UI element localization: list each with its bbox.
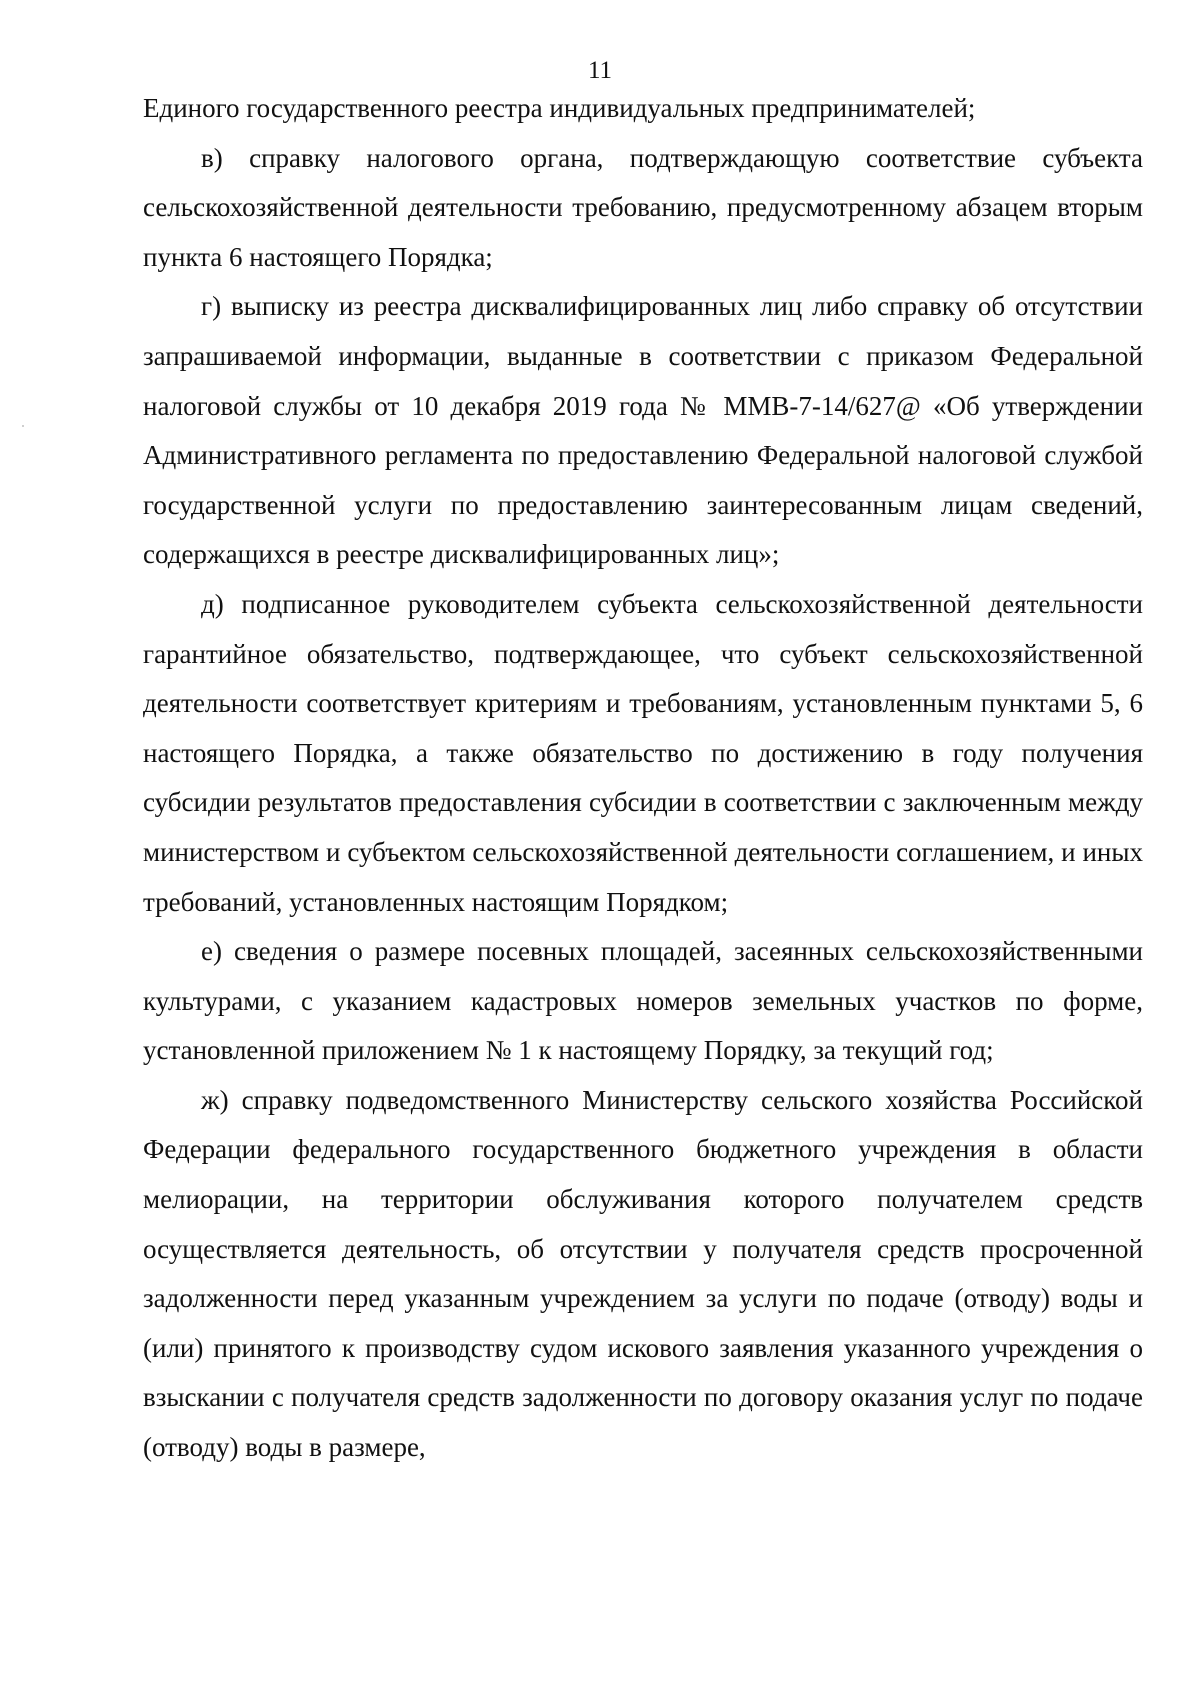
paragraph-item-v: в) справку налогового органа, подтверждающую соответствие субъекта сельскохозяйственной деятельности требованию, предусмотренному абзацем вторым пункта 6 настоящего Порядка; (143, 142, 1143, 272)
paragraph-item-e: е) сведения о размере посевных площадей, засеянных сельскохозяйственными культурами, с указанием кадастровых номеров земельных участков по форме, установленной приложением № 1 к настоящему Порядку, за текущий год; (143, 936, 1143, 1066)
paragraph-continuation: Единого государственного реестра индивидуальных предпринимателей; (143, 93, 976, 123)
page-body (143, 84, 1143, 1473)
paragraph-item-zh: ж) справку подведомственного Министерству сельского хозяйства Российской Федерации федерального государственного бюджетного учреждения в области мелиорации, на территории обслуживания которого получателем средств осуществляется деятельность, об отсутствии у получателя средств просроченной задолженности перед указанным учреждением за услуги по подаче (отводу) воды и (или) принятого к производству судом искового заявления указанного учреждения о взыскании с получателя средств задолженности по договору оказания услуг по подаче (отводу) воды в размере, (143, 1084, 1143, 1463)
paragraph-item-g: г) выписку из реестра дисквалифицированных лиц либо справку об отсутствии запрашиваемой информации, выданные в соответствии с приказом Федеральной налоговой службы от 10 декабря 2019 года № ММВ-7-14/627@ «Об утверждении Административного регламента по предоставлению Федеральной налоговой службой государственной услуги по предоставлению заинтересованным лицам сведений, содержащихся в реестре дисквалифицированных лиц»; (143, 291, 1143, 570)
page-number: 11 (587, 57, 613, 84)
paragraph-item-d: д) подписанное руководителем субъекта сельскохозяйственной деятельности гарантийное обязательство, подтверждающее, что субъект сельскохозяйственной деятельности соответствует критериям и требованиям, установленным пунктами 5, 6 настоящего Порядка, а также обязательство по достижению в году получения субсидии результатов предоставления субсидии в соответствии с заключенным между министерством и субъектом сельскохозяйственной деятельности соглашением, и иных требований, установленных настоящим Порядком; (143, 588, 1143, 917)
scan-speck (22, 425, 24, 427)
